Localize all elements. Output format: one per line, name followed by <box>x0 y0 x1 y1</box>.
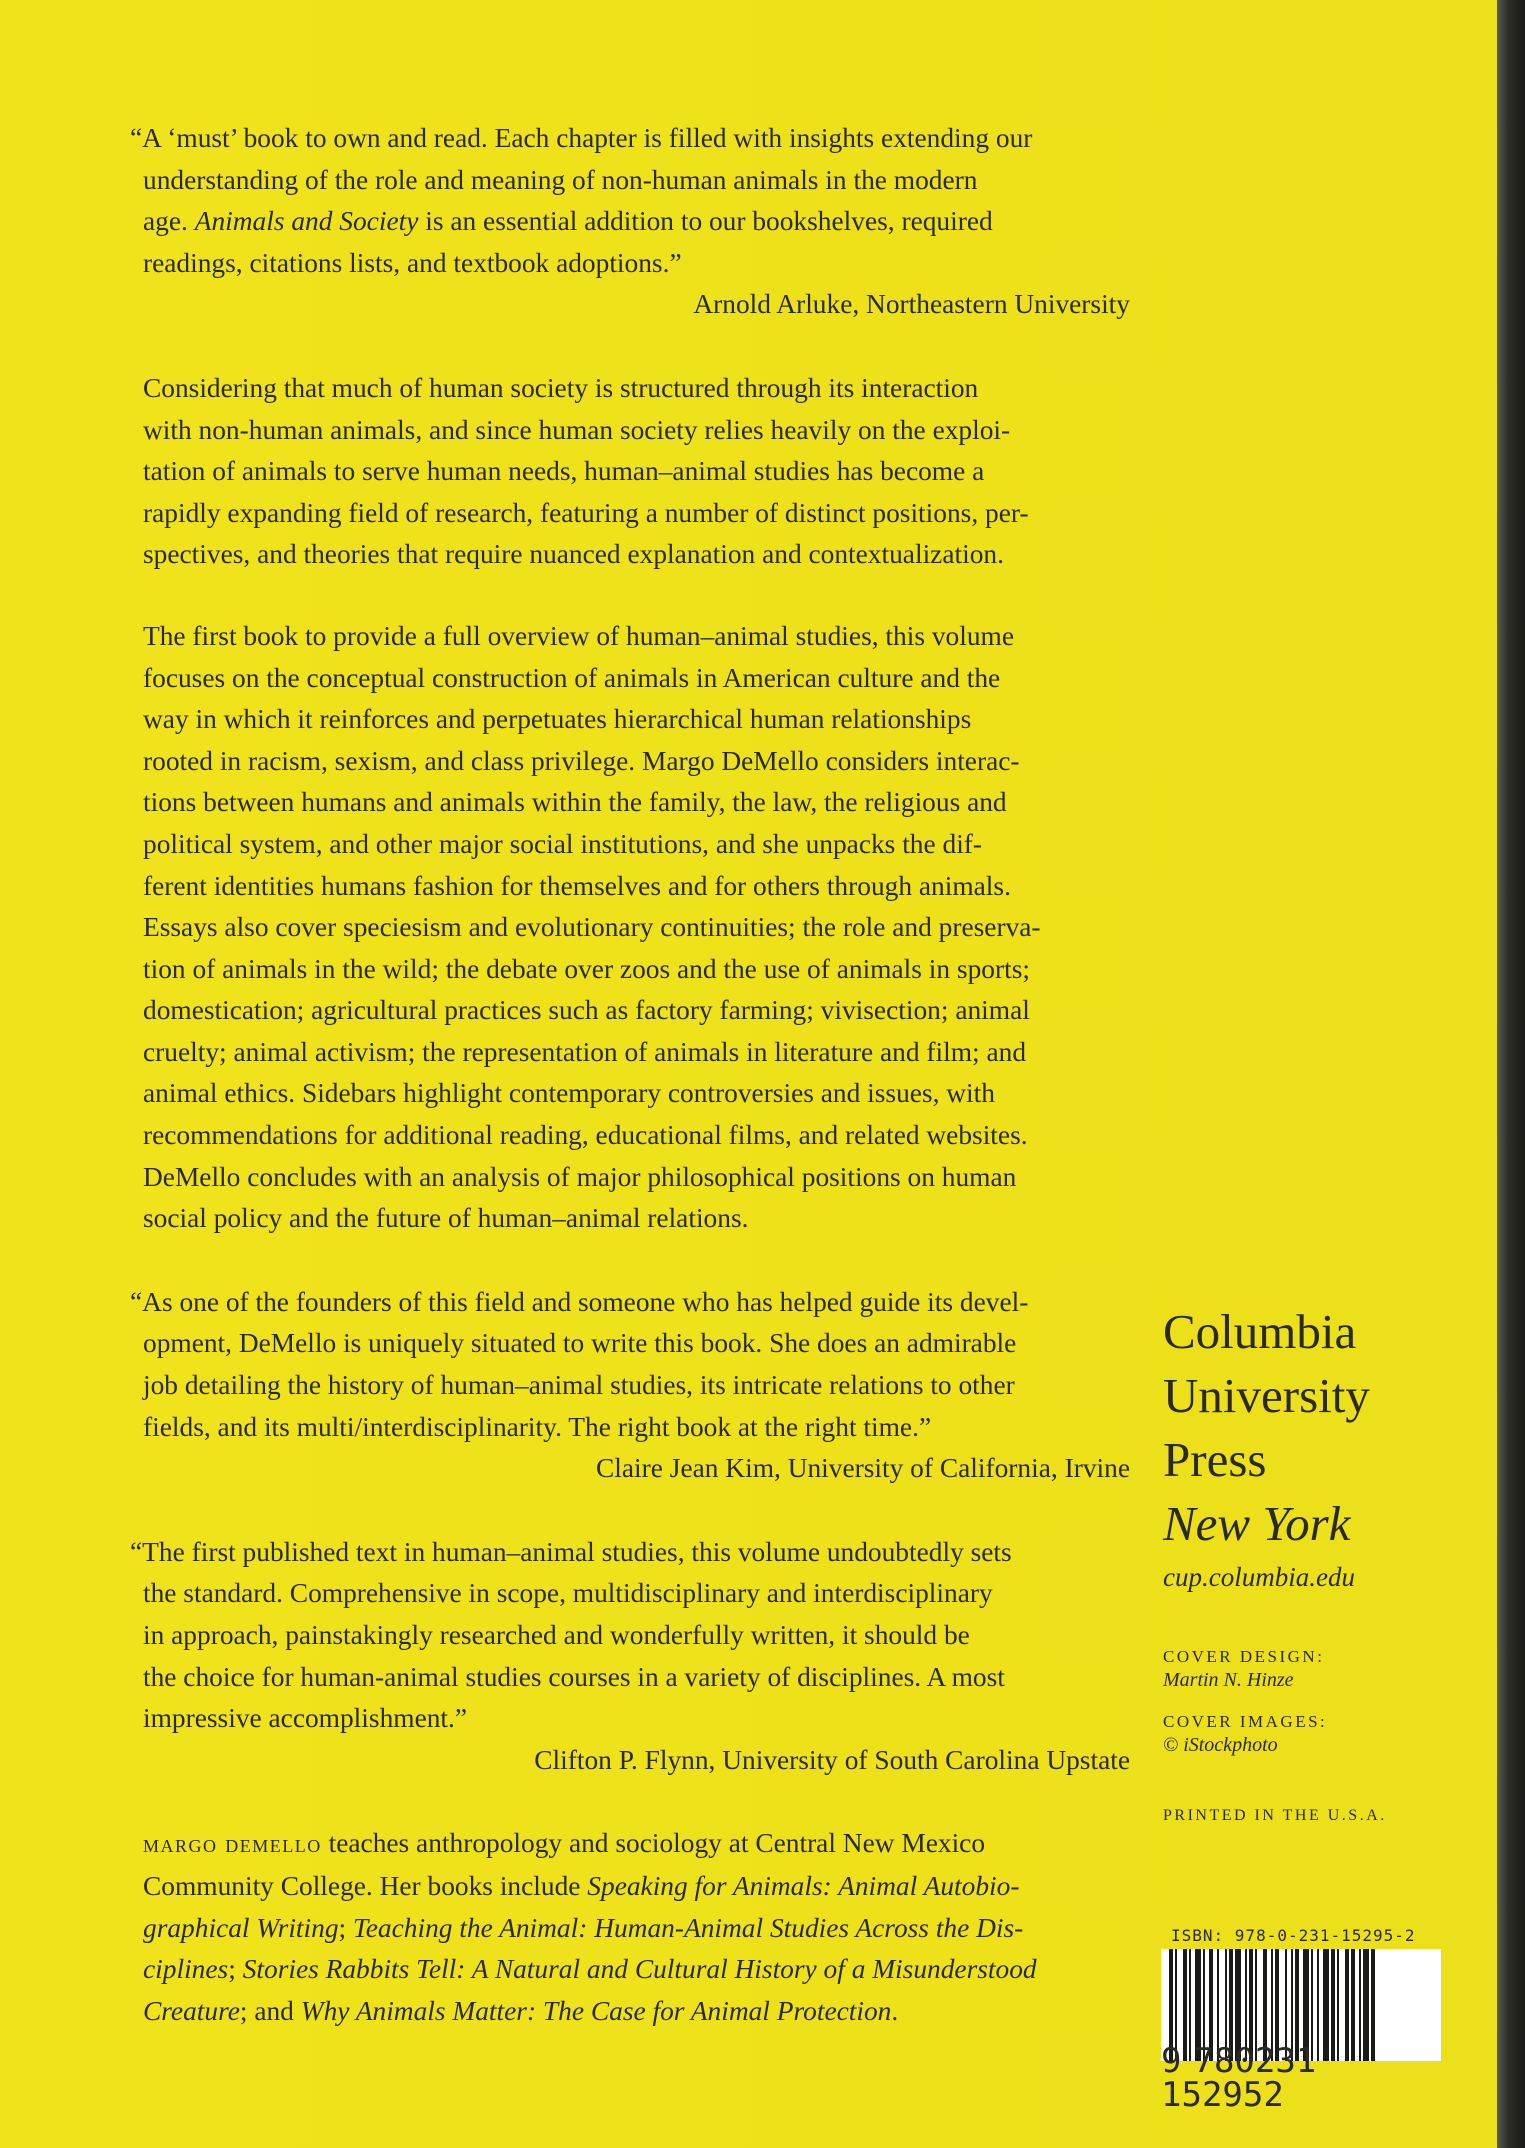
isbn-barcode <box>1161 1926 1441 2115</box>
quote-attribution: Claire Jean Kim, University of California, Irvine <box>596 1453 1130 1484</box>
publisher-city: New York <box>1163 1496 1351 1551</box>
para-line: political system, and other major social institutions, and she unpacks the dif- <box>143 828 983 859</box>
para-line: ferent identities humans fashion for themselves and for others through animals. <box>143 870 1011 901</box>
author-bio <box>130 1823 1130 2032</box>
para-line: tation of animals to serve human needs, human–animal studies has become a <box>143 456 985 487</box>
quote-line: the standard. Comprehensive in scope, multidisciplinary and interdisciplinary <box>143 1578 993 1609</box>
printed-in-label: PRINTED IN THE U.S.A. <box>1163 1807 1387 1824</box>
barcode-left-group: 780231 <box>1193 2041 1317 2081</box>
barcode-right-group: 152952 <box>1161 2075 1284 2115</box>
para-line: cruelty; animal activism; the representation of animals in literature and film; and <box>143 1036 1027 1067</box>
quote-body <box>130 1532 1130 1740</box>
endorsement-arluke <box>130 118 1130 326</box>
quote-line: job detailing the history of human–animal studies, its intricate relations to other <box>143 1370 1015 1401</box>
para-line: with non-human animals, and since human society relies heavily on the exploi- <box>143 414 1011 445</box>
quote-line: is an essential addition to our bookshelves, required <box>425 206 993 237</box>
book-title: Animals and Society <box>194 206 419 237</box>
barcode-digits <box>1161 2041 1441 2115</box>
endorsement-kim <box>130 1282 1130 1490</box>
para-line: rapidly expanding field of research, featuring a number of distinct positions, per- <box>143 497 1029 528</box>
para-line: way in which it reinforces and perpetuates hierarchical human relationships <box>143 704 972 735</box>
quote-attribution: Arnold Arluke, Northeastern University <box>693 289 1130 320</box>
cover-design-heading: COVER DESIGN: <box>1163 1647 1325 1666</box>
description-paragraph <box>130 616 1130 1240</box>
cover-images-heading: COVER IMAGES: <box>1163 1712 1328 1731</box>
para-line: Considering that much of human society is structured through its interaction <box>143 372 979 403</box>
quote-line: opment, DeMello is uniquely situated to write this book. She does an admirable <box>143 1328 1017 1359</box>
book-title: Speaking for Animals: Animal Autobio- <box>587 1870 1020 1901</box>
quote-line: in approach, painstakingly researched and wonderfully written, it should be <box>143 1620 970 1650</box>
intro-paragraph <box>130 368 1130 576</box>
cover-design-value: Martin N. Hinze <box>1163 1669 1294 1691</box>
book-spine-edge <box>1497 0 1525 2148</box>
book-title: Creature <box>143 1995 240 2026</box>
quote-body <box>130 118 1130 284</box>
para-line: domestication; agricultural practices such as factory farming; vivisection; animal <box>143 995 1030 1026</box>
publisher-name-line: Columbia <box>1163 1304 1357 1359</box>
quote-line: “The first published text in human–animal studies, this volume undoubtedly sets <box>130 1536 1012 1567</box>
endorsement-flynn <box>130 1532 1130 1782</box>
quote-line: the choice for human-animal studies courses in a variety of disciplines. A most <box>143 1661 1005 1692</box>
bio-text: Community College. Her books include <box>143 1870 581 1901</box>
bio-text: ; <box>338 1912 347 1943</box>
main-text-column <box>130 118 1130 2032</box>
para-line: animal ethics. Sidebars highlight contemporary controversies and issues, with <box>143 1078 995 1109</box>
para-line: DeMello concludes with an analysis of major philosophical positions on human <box>143 1161 1017 1192</box>
publisher-url: cup.columbia.edu <box>1163 1562 1355 1592</box>
para-line: spectives, and theories that require nuanced explanation and contextualization. <box>143 539 1004 570</box>
quote-attribution: Clifton P. Flynn, University of South Carolina Upstate <box>534 1744 1130 1775</box>
quote-line: “A ‘must’ book to own and read. Each chapter is filled with insights extending our <box>130 123 1033 153</box>
author-name: margo demello <box>143 1831 322 1859</box>
quote-line: fields, and its multi/interdisciplinarity. The right book at the right time.” <box>143 1411 932 1442</box>
book-title: ciplines <box>143 1954 229 1985</box>
quote-line: age. <box>143 206 188 237</box>
quote-line: readings, citations lists, and textbook adoptions.” <box>143 247 682 278</box>
bio-text: . <box>891 1995 899 2026</box>
barcode-first-digit: 9 <box>1161 2041 1182 2081</box>
quote-line: “As one of the founders of this field and someone who has helped guide its devel- <box>130 1286 1029 1317</box>
para-line: tion of animals in the wild; the debate over zoos and the use of animals in sports; <box>143 953 1030 984</box>
para-line: The first book to provide a full overview of human–animal studies, this volume <box>143 620 1015 651</box>
para-line: focuses on the conceptual construction of animals in American culture and the <box>143 662 1001 693</box>
publisher-sidebar <box>1163 1300 1463 1825</box>
bio-text: ; and <box>239 1995 294 2026</box>
para-line: tions between humans and animals within the family, the law, the religious and <box>143 787 1007 818</box>
isbn-label: ISBN: 978-0-231-15295-2 <box>1171 1926 1416 1945</box>
quote-body <box>130 1282 1130 1448</box>
para-line: social policy and the future of human–animal relations. <box>143 1203 749 1234</box>
book-title: Teaching the Animal: Human-Animal Studies Across the Dis- <box>353 1912 1024 1943</box>
bio-text: ; <box>228 1954 236 1985</box>
book-title: Stories Rabbits Tell: A Natural and Cultural History of a Misunderstood <box>242 1954 1037 1985</box>
publisher-name-line: University <box>1163 1368 1370 1423</box>
book-title: Why Animals Matter: The Case for Animal Protection <box>300 1995 892 2026</box>
publisher-name-line: Press <box>1163 1432 1267 1487</box>
bio-text: teaches anthropology and sociology at Central New Mexico <box>328 1828 986 1859</box>
para-line: rooted in racism, sexism, and class privilege. Margo DeMello considers interac- <box>143 745 1020 776</box>
para-line: Essays also cover speciesism and evolutionary continuities; the role and preserva- <box>143 912 1041 943</box>
quote-line: understanding of the role and meaning of non-human animals in the modern <box>143 164 978 195</box>
cover-images-value: © iStockphoto <box>1163 1734 1278 1756</box>
quote-line: impressive accomplishment.” <box>143 1703 468 1734</box>
para-line: recommendations for additional reading, educational films, and related websites. <box>143 1120 1028 1151</box>
book-title: graphical Writing <box>143 1912 339 1943</box>
